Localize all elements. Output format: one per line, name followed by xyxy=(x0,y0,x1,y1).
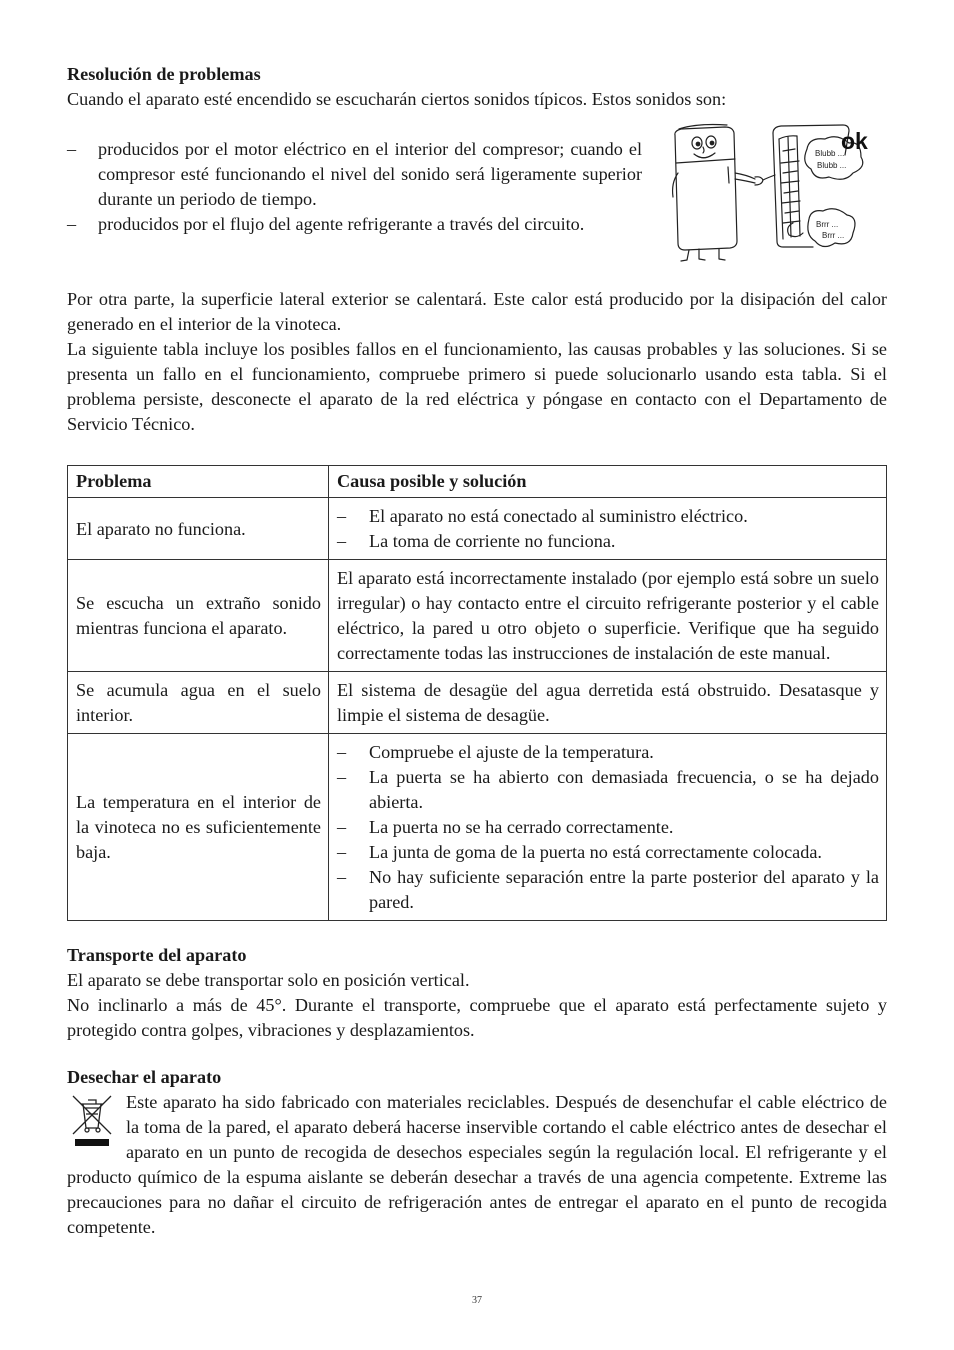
fridge-cartoon-illustration xyxy=(667,123,889,263)
disposal-text: Este aparato ha sido fabricado con materiales reciclables. Después de desenchufar el cable eléctrico de la toma de la pared, el aparato deberá hacerse inservible cortando el cable eléctrico antes de desechar el aparato en un punto de recogida de desechos especiales según la regulación local. El refrigerante y el producto químico de la espuma aislante se deberán desechar a través de una agencia competente. Extreme las precauciones para no dañar el circuito de refrigeración antes de entregar el aparato en el punto de recogida competente. xyxy=(67,1092,887,1237)
ok-label: ok xyxy=(841,128,868,154)
bubble-text: Blubb ... xyxy=(817,161,847,170)
solution-cell: El sistema de desagüe del agua derretida está obstruido. Desatasque y limpie el sistema de desagüe. xyxy=(329,672,887,734)
transport-title: Transporte del aparato xyxy=(67,945,247,965)
troubleshooting-table xyxy=(67,465,887,921)
disposal-body xyxy=(67,1090,887,1240)
paragraph: La siguiente tabla incluye los posibles fallos en el funcionamiento, las causas probables y las soluciones. Si se presenta un fallo en el funcionamiento, compruebe primero si puede solucionarlo usando esta tabla. Si el problema persiste, desconecte el aparato de la red eléctrica y póngase en contacto con el Departamento de Servicio Técnico. xyxy=(67,339,887,434)
list-item: – No hay suficiente separación entre la parte posterior del aparato y la pared. xyxy=(337,865,879,915)
crossed-bin-icon xyxy=(69,1094,115,1148)
paragraph: No inclinarlo a más de 45°. Durante el transporte, compruebe que el aparato está perfectamente sujeto y protegido contra golpes, vibraciones y desplazamientos. xyxy=(67,995,887,1040)
table-header-row xyxy=(68,466,887,498)
table-row xyxy=(68,734,887,921)
troubleshooting-intro: Cuando el aparato esté encendido se escucharán ciertos sonidos típicos. Estos sonidos son: xyxy=(67,89,727,109)
sound-list xyxy=(67,137,642,237)
table-row xyxy=(68,498,887,560)
column-header: Causa posible y solución xyxy=(329,466,887,498)
troubleshooting-title: Resolución de problemas xyxy=(67,64,261,84)
solution-cell xyxy=(329,498,887,560)
list-item: – La junta de goma de la puerta no está correctamente colocada. xyxy=(337,840,879,865)
solution-cell xyxy=(329,734,887,921)
bubble-text: Brrr ... xyxy=(816,220,839,229)
disposal-section xyxy=(67,1065,887,1240)
list-item: – producidos por el flujo del agente refrigerante a través del circuito. xyxy=(67,212,642,237)
problem-cell: Se escucha un extraño sonido mientras funciona el aparato. xyxy=(68,560,329,672)
list-item: – El aparato no está conectado al suministro eléctrico. xyxy=(337,504,879,529)
transport-section xyxy=(67,943,887,1043)
list-item: – La puerta se ha abierto con demasiada frecuencia, o se ha dejado abierta. xyxy=(337,765,879,815)
column-header: Problema xyxy=(68,466,329,498)
sound-list-block xyxy=(67,128,887,240)
disposal-title: Desechar el aparato xyxy=(67,1067,222,1087)
problem-cell: Se acumula agua en el suelo interior. xyxy=(68,672,329,734)
bubble-text: Brrr ... xyxy=(822,231,845,240)
bubble-text: Blubb ... xyxy=(815,149,845,158)
problem-cell: El aparato no funciona. xyxy=(68,498,329,560)
list-item: – Compruebe el ajuste de la temperatura. xyxy=(337,740,879,765)
table-row xyxy=(68,560,887,672)
page-content xyxy=(67,62,887,1240)
table-row xyxy=(68,672,887,734)
paragraph: El aparato se debe transportar solo en posición vertical. xyxy=(67,970,470,990)
list-item: – La puerta no se ha cerrado correctamente. xyxy=(337,815,879,840)
paragraph: Por otra parte, la superficie lateral exterior se calentará. Este calor está producido por la disipación del calor generado en el interior de la vinoteca. xyxy=(67,289,887,334)
page-number: 37 xyxy=(472,1295,482,1306)
solution-cell: El aparato está incorrectamente instalado (por ejemplo está sobre un suelo irregular) o hay contacto entre el circuito refrigerante posterior y el cable eléctrico, la pared u otro objeto o superficie. Verifique que ha seguido correctamente todas las instrucciones de instalación de este manual. xyxy=(329,560,887,672)
list-item: – producidos por el motor eléctrico en el interior del compresor; cuando el compresor esté funcionando el nivel del sonido será ligeramente superior durante un periodo de tiempo. xyxy=(67,137,642,212)
list-item: – La toma de corriente no funciona. xyxy=(337,529,879,554)
problem-cell: La temperatura en el interior de la vinoteca no es suficientemente baja. xyxy=(68,734,329,921)
